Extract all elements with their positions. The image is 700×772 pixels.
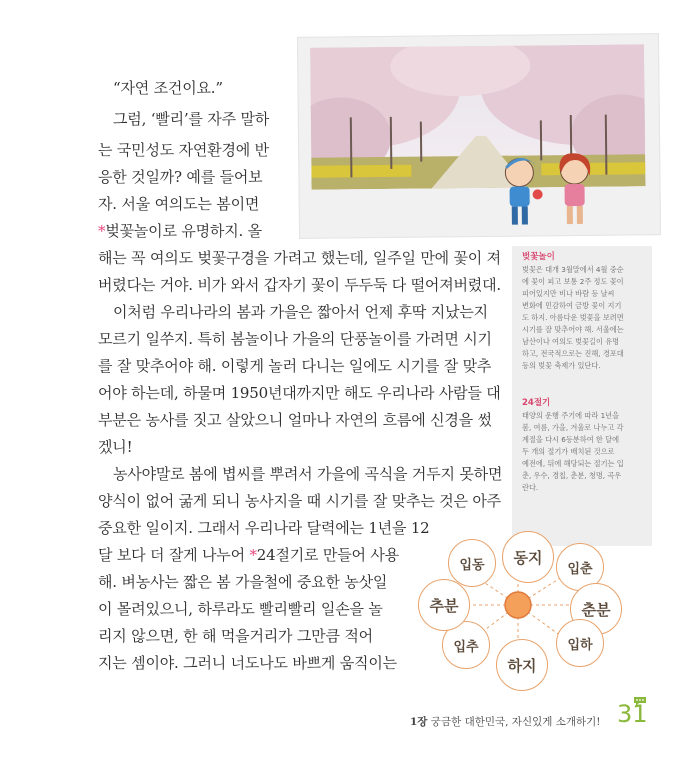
glossary-line: 남산이나 여의도 벚꽃길이 유명: [522, 337, 620, 346]
body-line-2: 그럼, ‘빨리’를 자주 말하: [113, 110, 270, 128]
body-line-6: [98, 220, 262, 242]
page-footer: [410, 714, 601, 729]
page-number: 31: [617, 700, 648, 728]
glossary-title-solar-terms: 24절기: [522, 398, 551, 408]
glossary-line: 피어있지만 비나 바람 등 날씨: [522, 289, 615, 298]
body-line-11: 를 잘 맞추어야 해. 이렇게 놀러 다니는 일에도 시기를 잘 맞추: [98, 357, 492, 375]
body-line-21: 리지 않으면, 한 해 먹을거리가 그만큼 적어: [98, 627, 373, 645]
glossary-title-cherry: 벚꽃놀이: [522, 252, 555, 262]
body-line-9: 이처럼 우리나라의 봄과 가을은 짧아서 언제 후딱 지났는지: [113, 303, 488, 321]
body-line-12: 어야 하는데, 하물며 1950년대까지만 해도 우리나라 사람들 대: [98, 384, 501, 402]
asterisk-mark: *: [249, 546, 257, 564]
body-line-4: 응한 것일까? 예를 들어보: [98, 168, 263, 186]
body-line-22: 지는 셈이야. 그러니 너도나도 바쁘게 움직이는: [98, 654, 397, 672]
body-line-20: 이 몰려있으니, 하루라도 빨리빨리 일손을 놀: [98, 600, 383, 618]
term-chunbun: 춘분: [570, 583, 622, 635]
term-dongji: 동지: [502, 531, 554, 583]
glossary-line: 하고, 전국적으로는 진해, 경포대: [522, 349, 624, 358]
glossary-line: 시기를 잘 맞추어야 해. 서울에는: [522, 325, 624, 334]
glossary-line: 벚꽃은 대개 3월말에서 4월 중순: [522, 265, 624, 274]
glossary-line: 란다.: [522, 483, 539, 492]
glossary-line: 에 꽃이 피고 보통 2주 정도 꽃이: [522, 277, 624, 286]
term-chubun: 추분: [418, 579, 470, 631]
body-line-15: 농사야말로 봄에 볍씨를 뿌려서 가을에 곡식을 거두지 못하면: [113, 465, 503, 483]
body-line-13: 부분은 농사를 짓고 살았으니 얼마나 자연의 흐름에 신경을 썼: [98, 411, 492, 429]
footer-text: 궁금한 대한민국, 자신있게 소개하기!: [430, 716, 601, 728]
glossary-sidebar: [512, 246, 652, 546]
body-line-16: 양식이 없어 굶게 되니 농사지을 때 시기를 잘 맞추는 것은 아주: [98, 492, 501, 510]
glossary-line: 두 개의 절기가 배치된 것으로: [522, 447, 615, 456]
glossary-line: 계절을 다시 6등분하여 한 달에: [522, 435, 620, 444]
term-haji: 하지: [496, 639, 548, 691]
body-line-7: 해는 꼭 여의도 벚꽃구경을 가려고 했는데, 일주일 만에 꽃이 져: [98, 249, 501, 267]
term-ipha: 입하: [556, 619, 604, 667]
glossary-line: 예전에, 뒤에 해당되는 절기는 입: [522, 459, 624, 468]
body-line-5: 자. 서울 여의도는 봄이면: [98, 195, 260, 213]
body-line-18a: 달 보다 더 잘게 나누어: [98, 546, 245, 564]
glossary-line: 춘, 우수, 경칩, 춘분, 청명, 곡우: [522, 471, 622, 480]
body-line-17: 중요한 일이지. 그래서 우리나라 달력에는 1년을 12: [98, 519, 430, 537]
asterisk-mark: *: [98, 222, 106, 240]
body-line-6-text: 벚꽃놀이로 유명하지. 올: [105, 222, 262, 240]
term-ipchun: 입춘: [556, 543, 604, 591]
glossary-line: 변화에 민감하여 금방 꽃이 지기: [522, 301, 622, 310]
body-line-3: 는 국민성도 자연환경에 반: [98, 141, 269, 159]
body-line-19: 해. 벼농사는 짧은 봄 가을철에 중요한 농삿일: [98, 573, 388, 591]
body-line-10: 모르기 일쑤지. 특히 봄놀이나 가을의 단풍놀이를 가려면 시기: [98, 330, 492, 348]
glossary-line: 태양의 운행 주기에 따라 1년을: [522, 411, 620, 420]
body-line-8: 버렸다는 거야. 비가 와서 갑자기 꽃이 두두둑 다 떨어져버렸대.: [98, 276, 501, 294]
footer-chapter: 1장: [410, 716, 428, 728]
body-line-18: [98, 544, 399, 566]
body-line-14: 겠니!: [98, 438, 133, 456]
body-line-18b: 24절기로 만들어 사용: [256, 546, 399, 564]
glossary-line: 도 하지. 아름다운 벚꽃을 보려면: [522, 313, 624, 322]
body-line-1: “자연 조건이요.”: [113, 79, 223, 97]
photo-frame: [297, 33, 661, 239]
glossary-line: 봄, 여름, 가을, 겨울로 나누고 각: [522, 423, 624, 432]
glossary-line: 등의 벚꽃 축제가 있단다.: [522, 361, 601, 370]
cartoon-children-illustration: [489, 150, 610, 231]
sun-icon: [505, 592, 531, 618]
term-ipchu: 입추: [442, 621, 490, 669]
term-ipdong: 입동: [448, 539, 496, 587]
solar-terms-wheel: [418, 533, 618, 713]
